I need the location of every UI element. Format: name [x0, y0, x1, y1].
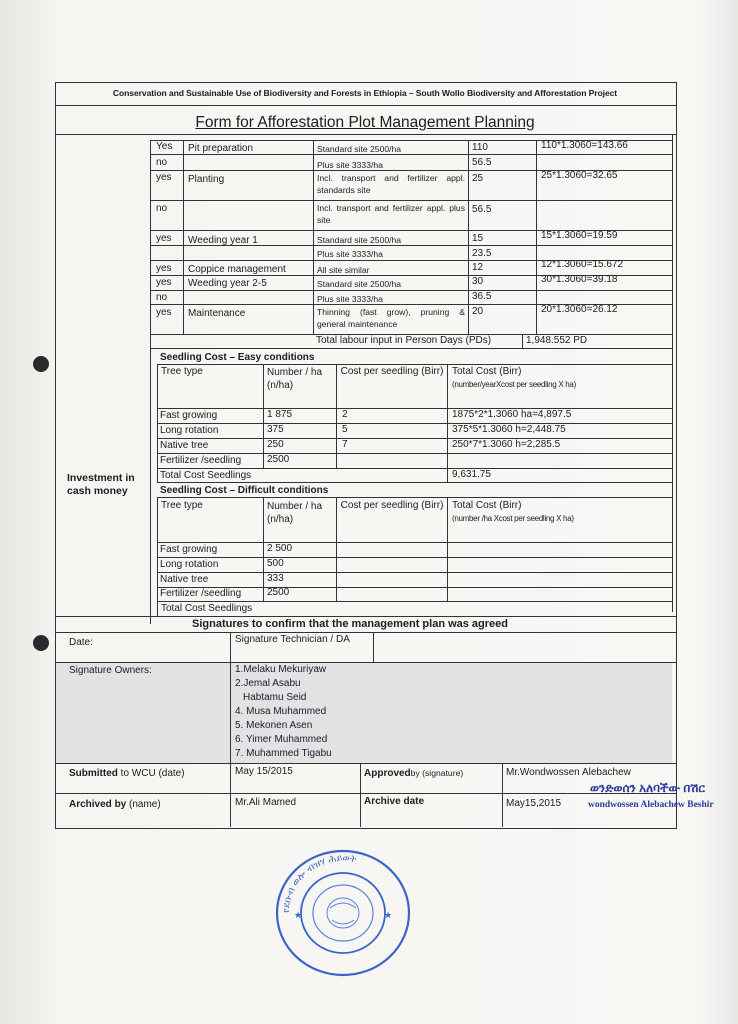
- archived-name: Mr.Ali Mamed: [235, 797, 297, 808]
- difficult-col-total: Total Cost (Birr): [452, 500, 522, 511]
- archive-date-value: May15,2015: [506, 798, 562, 809]
- difficult-col-tree: Tree type: [161, 500, 203, 511]
- owner-name: 6. Yimer Muhammed: [235, 734, 328, 745]
- project-header: Conservation and Sustainable Use of Biodiversity and Forests in Ethiopia – South Wollo Biodiversity and Afforestation Project: [112, 88, 618, 98]
- labour-description: Plus site 3333/ha: [317, 294, 383, 304]
- easy-cost: 5: [342, 424, 348, 435]
- difficult-total-label: Total Cost Seedlings: [161, 603, 253, 614]
- labour-yes-no: Yes: [156, 141, 173, 152]
- technician-signature-label: Signature Technician / DA: [235, 634, 350, 645]
- handwritten-latin-signature: wondwossen Alebachew Beshir: [588, 800, 714, 810]
- labour-pd: 15: [472, 233, 484, 244]
- archive-date-label: Archive date: [364, 796, 425, 807]
- owner-name: 4. Musa Muhammed: [235, 706, 327, 717]
- labour-yes-no: no: [156, 203, 168, 214]
- owners-shaded-area: [56, 663, 672, 763]
- easy-col-total: Total Cost (Birr): [452, 366, 522, 377]
- labour-yes-no: yes: [156, 172, 172, 183]
- owners-label: Signature Owners:: [69, 665, 152, 676]
- labour-description: Thinning (fast grow), pruning & general maintenance: [317, 307, 465, 329]
- form-title: Form for Afforestation Plot Management Planning: [195, 114, 535, 131]
- labour-description: Standard site 2500/ha: [317, 144, 402, 154]
- labour-pd: 25: [472, 173, 484, 184]
- labour-yes-no: no: [156, 157, 168, 168]
- easy-col-cost: Cost per seedling (Birr): [340, 366, 444, 377]
- easy-cost: 7: [342, 439, 348, 450]
- approved-label: Approvedby (signature): [364, 768, 464, 779]
- difficult-tree-type: Fast growing: [160, 544, 218, 555]
- owner-name: 1.Melaku Mekuriyaw: [235, 664, 327, 675]
- labour-description: Incl. transport and fertilizer appl. plus site: [317, 203, 465, 225]
- signatures-heading: Signatures to confirm that the management plan was agreed: [192, 618, 509, 630]
- svg-text:★: ★: [384, 911, 393, 921]
- difficult-number: 500: [267, 558, 284, 569]
- date-label: Date:: [69, 637, 93, 648]
- easy-col-tree: Tree type: [161, 366, 203, 377]
- easy-tree-type: Fast growing: [160, 410, 218, 421]
- difficult-tree-type: Native tree: [160, 574, 209, 585]
- difficult-tree-type: Fertilizer /seedling: [160, 588, 242, 599]
- submitted-label: Submitted to WCU (date): [69, 768, 185, 779]
- submitted-date: May 15/2015: [235, 766, 293, 777]
- punch-hole: [33, 356, 49, 372]
- labour-description: All site similar: [317, 265, 370, 275]
- labour-calculation: 12*1.3060=15.672: [541, 259, 624, 270]
- labour-calculation: 15*1.3060=19.59: [541, 230, 618, 241]
- svg-text:★: ★: [294, 911, 303, 921]
- labour-activity: Pit preparation: [188, 143, 254, 154]
- labour-description: Plus site 3333/ha: [317, 249, 383, 259]
- easy-number: 1 875: [267, 409, 293, 420]
- easy-number: 375: [267, 424, 284, 435]
- labour-yes-no: no: [156, 292, 168, 303]
- labour-calculation: 30*1.3060=39.18: [541, 274, 618, 285]
- approved-signature: Mr.Wondwossen Alebachew: [506, 767, 631, 778]
- difficult-number: 2500: [267, 587, 290, 598]
- labour-activity: Coppice management: [188, 264, 286, 275]
- labour-description: Plus site 3333/ha: [317, 160, 383, 170]
- difficult-tree-type: Long rotation: [160, 559, 219, 570]
- easy-cost: 2: [342, 409, 348, 420]
- owner-name: 7. Muhammed Tigabu: [235, 748, 332, 759]
- handwritten-amharic-signature: ወንድወሰን አለባችው በሽር: [590, 781, 705, 795]
- labour-pd: 110: [472, 142, 488, 153]
- archived-label: Archived by (name): [69, 799, 161, 810]
- labour-pd: 56.5: [472, 157, 492, 168]
- investment-label: Investment in cash money: [67, 472, 135, 497]
- labour-yes-no: yes: [156, 233, 172, 244]
- labour-pd: 56.5: [472, 204, 492, 215]
- easy-tree-type: Long rotation: [160, 425, 219, 436]
- labour-calculation: 20*1.3060=26.12: [541, 304, 618, 315]
- easy-col-total-note: (number/yearXcost per seedling X ha): [452, 380, 576, 389]
- official-stamp: [272, 848, 414, 978]
- difficult-col-cost: Cost per seedling (Birr): [340, 500, 444, 511]
- easy-col-number: Number / ha (n/ha): [267, 367, 323, 391]
- left-column-line: [150, 140, 151, 624]
- title-divider: [55, 134, 676, 135]
- punch-hole: [33, 635, 49, 651]
- easy-total-value: 9,631.75: [452, 469, 491, 480]
- labour-pd: 36.5: [472, 291, 492, 302]
- easy-total: 250*7*1.3060 h=2,285.5: [452, 439, 561, 450]
- labour-description: Standard site 2500/ha: [317, 235, 402, 245]
- difficult-number: 2 500: [267, 543, 293, 554]
- labour-yes-no: yes: [156, 263, 172, 274]
- labour-pd: 12: [472, 262, 484, 273]
- easy-tree-type: Native tree: [160, 440, 209, 451]
- owner-name: Habtamu Seid: [243, 692, 307, 703]
- difficult-col-total-note: (number /ha Xcost per seedling X ha): [452, 514, 574, 523]
- easy-tree-type: Fertilizer /seedling: [160, 455, 242, 466]
- labour-pd: 30: [472, 276, 484, 287]
- easy-total: 1875*2*1.3060 ha=4,897.5: [452, 409, 572, 420]
- labour-yes-no: yes: [156, 307, 172, 318]
- labour-description: Incl. transport and fertilizer appl. standards site: [317, 173, 465, 195]
- easy-number: 2500: [267, 454, 290, 465]
- easy-total: 375*5*1.3060 h=2,448.75: [452, 424, 566, 435]
- labour-activity: Weeding year 1: [188, 235, 258, 246]
- labour-description: Standard site 2500/ha: [317, 279, 402, 289]
- labour-pd: 23.5: [472, 248, 492, 259]
- difficult-heading: Seedling Cost – Difficult conditions: [160, 485, 329, 496]
- difficult-col-number: Number / ha (n/ha): [267, 501, 323, 525]
- labour-activity: Maintenance: [188, 308, 246, 319]
- labour-activity: Weeding year 2-5: [188, 278, 267, 289]
- easy-number: 250: [267, 439, 284, 450]
- owner-name: 5. Mekonen Asen: [235, 720, 313, 731]
- labour-pd: 20: [472, 306, 484, 317]
- header-divider: [55, 105, 676, 106]
- labour-yes-no: yes: [156, 277, 172, 288]
- owner-name: 2.Jemal Asabu: [235, 678, 301, 689]
- labour-calculation: 25*1.3060=32.65: [541, 170, 618, 181]
- difficult-number: 333: [267, 573, 284, 584]
- labour-calculation: 110*1.3060=143.66: [541, 140, 628, 151]
- easy-heading: Seedling Cost – Easy conditions: [160, 352, 315, 363]
- labour-total-value: 1,948.552 PD: [526, 335, 588, 346]
- labour-activity: Planting: [188, 174, 225, 185]
- stamp-text: የደቡብ ወሎ ብዝሃ ሕይወት: [280, 852, 358, 914]
- easy-total-label: Total Cost Seedlings: [160, 470, 252, 481]
- labour-total-label: Total labour input in Person Days (PDs): [316, 335, 492, 346]
